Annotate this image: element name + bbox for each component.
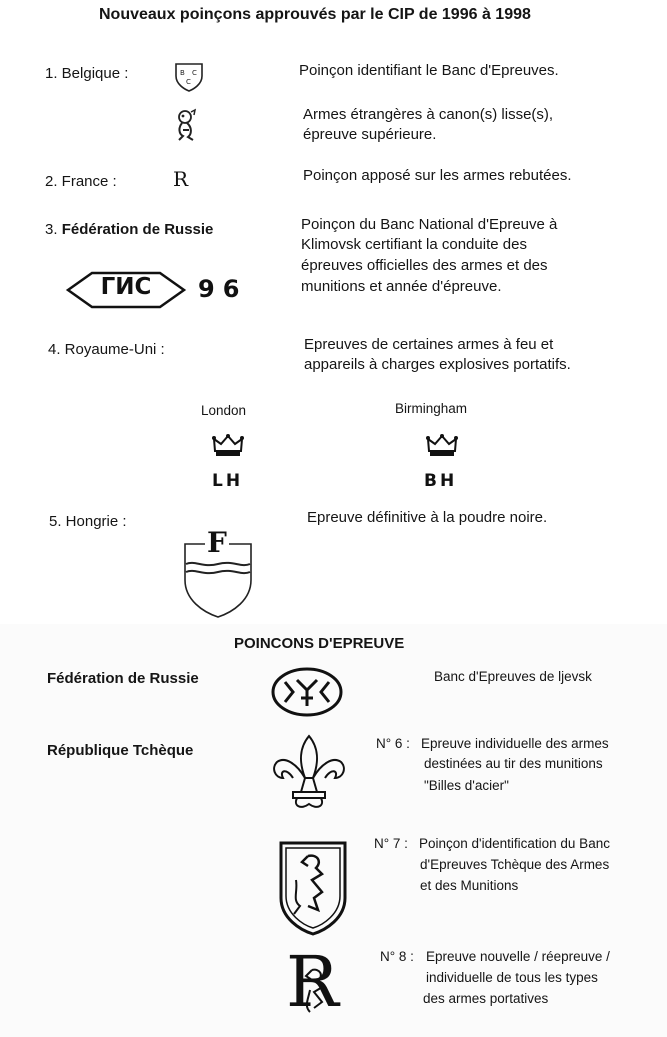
- s2-russie-label: Fédération de Russie: [47, 670, 199, 687]
- russie-desc-line-4: munitions et année d'épreuve.: [301, 278, 502, 295]
- n8-line-1: Epreuve nouvelle / réepreuve /: [426, 949, 610, 964]
- birmingham-mark: BH: [424, 471, 458, 491]
- page-title: Nouveaux poinçons approuvés par le CIP de 1996 à 1998: [99, 6, 531, 23]
- russie-desc-line-3: épreuves officielles des armes et des: [301, 257, 548, 274]
- royaume-uni-label: 4. Royaume-Uni :: [48, 341, 165, 358]
- royaume-uni-desc-line-1: Epreuves de certaines armes à feu et: [304, 336, 554, 353]
- n7-line-1: Poinçon d'identification du Banc: [419, 836, 610, 851]
- n8-line-2: individuelle de tous les types: [426, 970, 598, 985]
- royaume-uni-desc-line-2: appareils à charges explosives portatifs.: [304, 356, 571, 373]
- hongrie-shield-letter: F: [207, 526, 227, 559]
- france-r-mark: R: [173, 167, 189, 191]
- svg-text:C: C: [192, 69, 197, 77]
- birmingham-crown-icon: [426, 433, 458, 457]
- russie-desc-line-1: Poinçon du Banc National d'Epreuve à: [301, 216, 558, 233]
- birmingham-label: Birmingham: [395, 401, 468, 416]
- n8-lion-icon: [300, 966, 330, 1016]
- belgique-label: 1. Belgique :: [45, 65, 129, 82]
- london-label: London: [201, 403, 247, 418]
- n8-number: N° 8 :: [380, 949, 414, 964]
- russie-label: [45, 219, 213, 240]
- russie-mark-year: 96: [198, 275, 248, 303]
- svg-text:C: C: [186, 78, 191, 86]
- n8-r-mark: R: [286, 941, 339, 1023]
- n6-number: N° 6 :: [376, 736, 410, 751]
- n7-number: N° 7 :: [374, 836, 408, 851]
- france-label: 2. France :: [45, 173, 117, 190]
- russie-mark-text: ГИС: [100, 274, 152, 300]
- london-mark: LH: [212, 471, 244, 491]
- belgique-desc-1: Poinçon identifiant le Banc d'Epreuves.: [299, 62, 559, 79]
- hongrie-label: 5. Hongrie :: [49, 513, 127, 530]
- hongrie-desc: Epreuve définitive à la poudre noire.: [307, 509, 548, 526]
- n6-line-1: Epreuve individuelle des armes: [421, 736, 609, 751]
- london-crown-icon: [212, 433, 244, 457]
- n6-line-2: destinées au tir des munitions: [424, 756, 603, 771]
- belgique-desc-2-line-2: épreuve supérieure.: [303, 126, 437, 143]
- n8-line-3: des armes portatives: [423, 991, 549, 1006]
- russie-label-number: 3.: [45, 221, 58, 238]
- belgique-lion-mark: [174, 108, 200, 142]
- n7-line-2: d'Epreuves Tchèque des Armes: [420, 857, 610, 872]
- belgique-desc-2-line-1: Armes étrangères à canon(s) lisse(s),: [303, 106, 554, 123]
- russie-desc-line-2: Klimovsk certifiant la conduite des: [301, 236, 527, 253]
- tcheque-label: République Tchèque: [47, 742, 194, 759]
- lion-shield-mark: [278, 840, 348, 936]
- n7-line-3: et des Munitions: [420, 878, 519, 893]
- s2-russie-desc: Banc d'Epreuves de ljevsk: [434, 669, 592, 684]
- n6-line-3: "Billes d'acier": [424, 778, 509, 793]
- fleur-de-lis-mark: [271, 734, 347, 816]
- svg-text:B: B: [180, 69, 185, 77]
- russie-label-text: Fédération de Russie: [61, 221, 214, 238]
- ijevsk-oval-mark: [271, 666, 343, 718]
- belgique-shield-mark: [174, 62, 204, 92]
- france-desc: Poinçon apposé sur les armes rebutées.: [303, 167, 572, 184]
- section2-heading: POINCONS D'EPREUVE: [234, 635, 405, 652]
